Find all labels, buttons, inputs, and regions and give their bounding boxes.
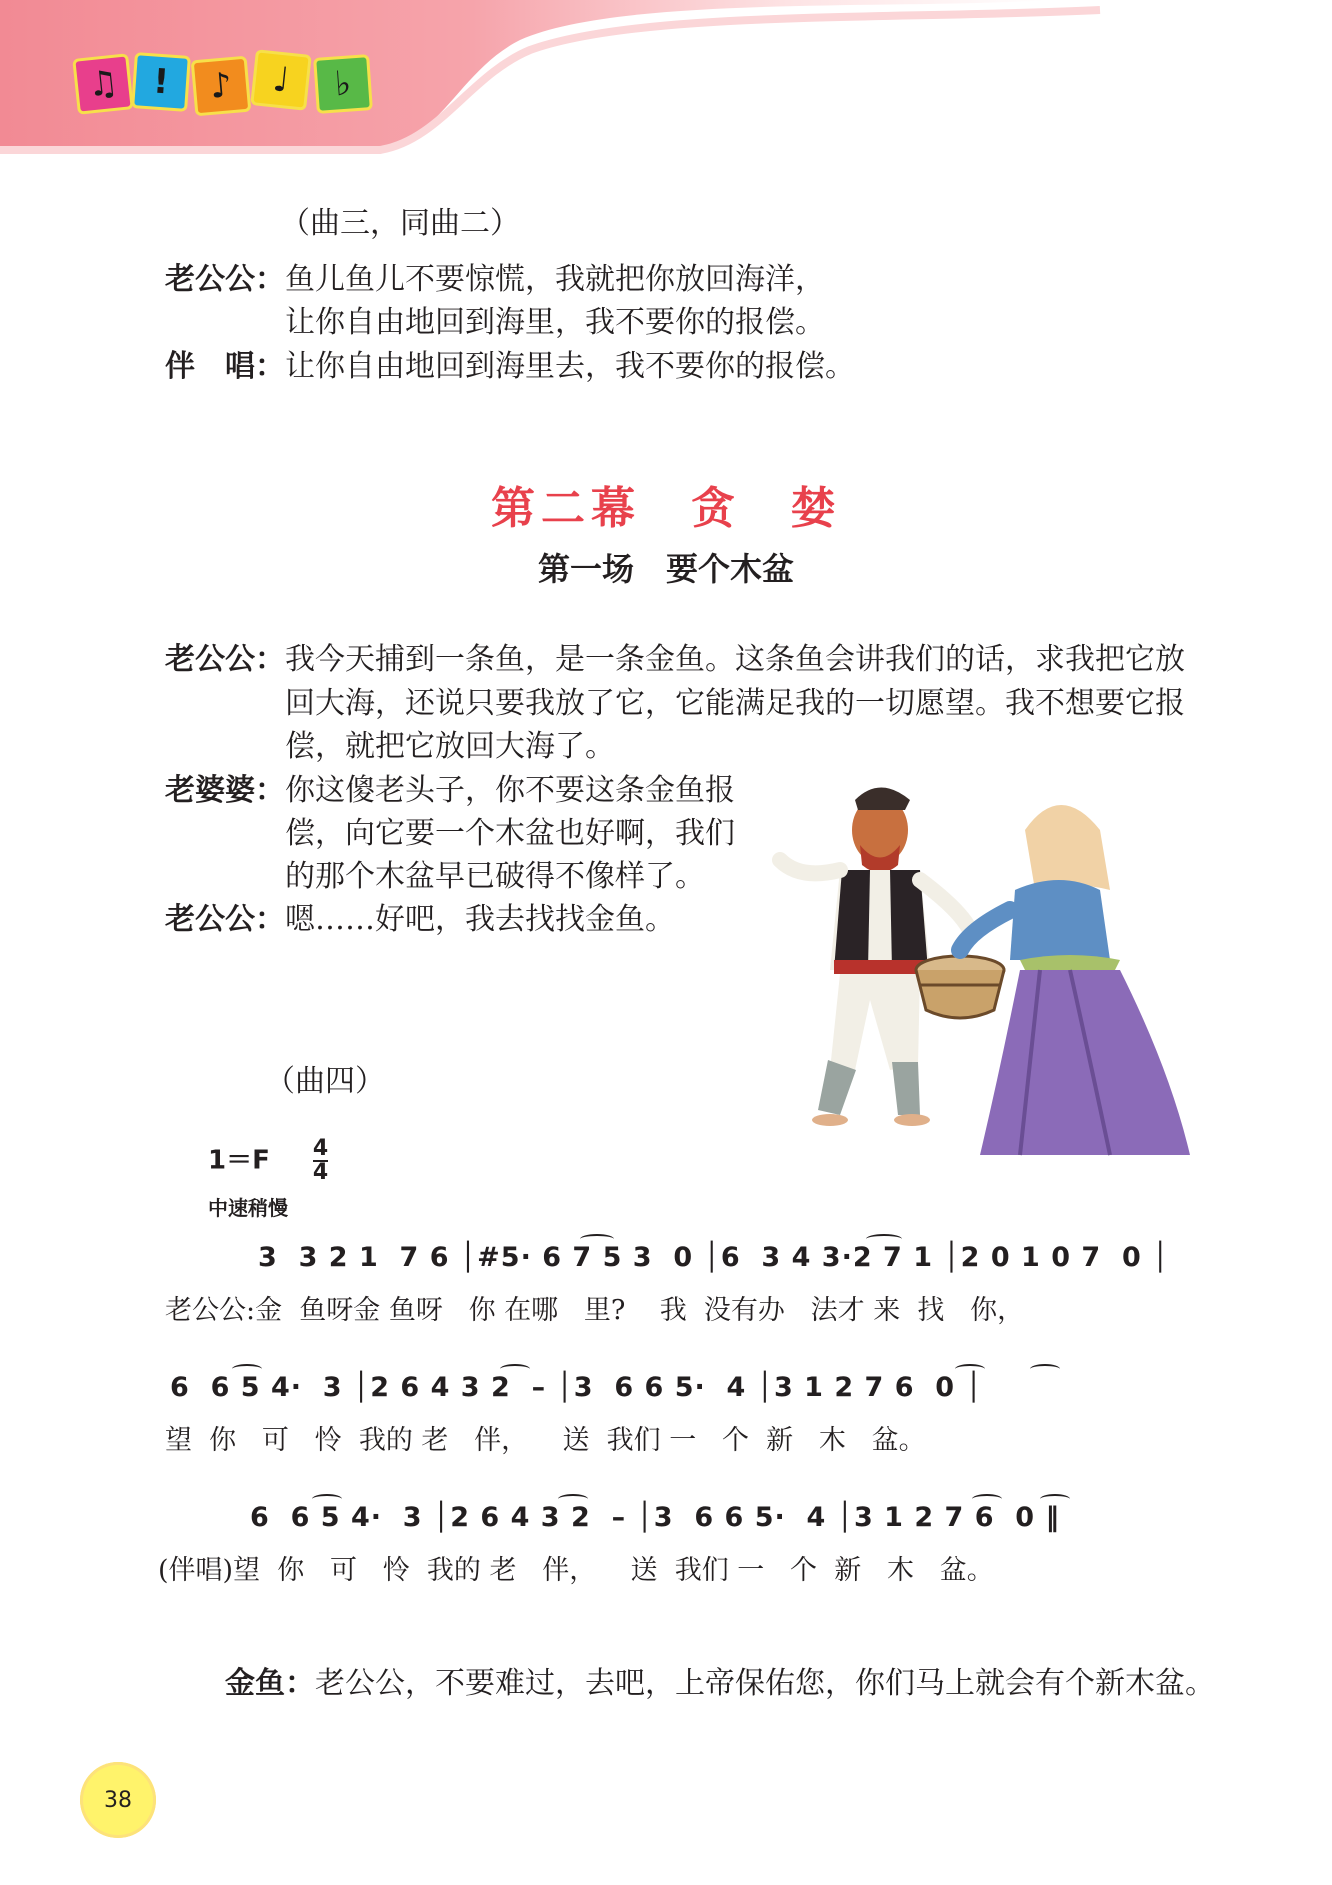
- speaker-label: 伴 唱：: [165, 349, 285, 384]
- line-text: 让你自由地回到海里，我不要你的报偿。: [285, 305, 825, 340]
- speaker-label: 老公公：: [165, 642, 285, 677]
- dialogue-line-7: [165, 898, 675, 942]
- intro-line-3: [165, 345, 855, 389]
- line-text: 老公公，不要难过，去吧，上帝保佑您，你们马上就会有个新木盆。: [315, 1666, 1215, 1701]
- song-label: （曲四）: [265, 1064, 385, 1099]
- dialogue-line-4: [165, 769, 735, 813]
- page-number: 38: [80, 1762, 156, 1838]
- slur-mark: [1040, 1494, 1070, 1504]
- intro-line-2: [285, 301, 825, 345]
- slur-mark: [232, 1364, 262, 1374]
- lyrics-row-1: 老公公:金 鱼呀金 鱼呀 你 在哪 里? 我 没有办 法才 来 找 你，: [165, 1295, 1025, 1326]
- speaker-label: 老婆婆：: [165, 773, 285, 808]
- music-note-icon: ♫: [72, 53, 134, 115]
- act-title: 第二幕 贪 婪: [491, 483, 841, 534]
- speaker-label: 金鱼：: [225, 1666, 315, 1701]
- quarter-note-icon: ♩: [250, 49, 312, 111]
- dialogue-line-1: [165, 638, 1185, 682]
- score-row-1: 3 3 2 1 7 6 │#5· 6 7 5 3 0 │6 3 4 3·2 7 1 │2 0 1 0 7 0 │: [258, 1242, 1170, 1273]
- time-numerator: 4: [312, 1136, 329, 1161]
- time-denominator: 4: [312, 1160, 329, 1185]
- line-text: 鱼儿鱼儿不要惊慌，我就把你放回海洋，: [285, 262, 825, 297]
- music-logo: [75, 52, 395, 116]
- key-text: 1＝F: [208, 1145, 270, 1176]
- slur-mark: [500, 1364, 530, 1374]
- dialogue-line-2: [285, 682, 1185, 726]
- song-reference: （曲三，同曲二）: [280, 206, 520, 241]
- dialogue-line-3: [285, 725, 615, 769]
- slur-mark: [972, 1494, 1002, 1504]
- slur-mark: [1030, 1364, 1060, 1374]
- line-text: 我今天捕到一条鱼，是一条金鱼。这条鱼会讲我们的话，求我把它放: [285, 642, 1185, 677]
- line-text: 让你自由地回到海里去，我不要你的报偿。: [285, 349, 855, 384]
- line-text: 你这傻老头子，你不要这条金鱼报: [285, 773, 735, 808]
- line-text: 偿，向它要一个木盆也好啊，我们: [285, 816, 735, 851]
- time-signature: [313, 1138, 328, 1184]
- line-text: 偿，就把它放回大海了。: [285, 729, 615, 764]
- slur-mark: [312, 1494, 342, 1504]
- wooden-tub-icon: [916, 956, 1004, 1018]
- speaker-label: 老公公：: [165, 262, 285, 297]
- closing-line: [225, 1662, 1215, 1706]
- lyrics-row-2: 望 你 可 怜 我的 老 伴， 送 我们 一 个 新 木 盆。: [165, 1425, 926, 1456]
- flat-icon: ♭: [313, 54, 373, 114]
- lyrics-row-3: (伴唱)望 你 可 怜 我的 老 伴， 送 我们 一 个 新 木 盆。: [158, 1555, 994, 1586]
- dialogue-line-6: [285, 855, 705, 899]
- score-row-3: 6 6 5 4· 3 │2 6 4 3 2 – │3 6 6 5· 4 │3 1 2 7 6 0 ‖: [250, 1502, 1060, 1533]
- slur-mark: [558, 1494, 588, 1504]
- key-signature: [208, 1138, 328, 1184]
- old-couple-illustration: [770, 770, 1210, 1160]
- exclamation-icon: !: [131, 52, 191, 112]
- line-text: 回大海，还说只要我放了它，它能满足我的一切愿望。我不想要它报: [285, 686, 1185, 721]
- score-row-2: 6 6 5 4· 3 │2 6 4 3 2 – │3 6 6 5· 4 │3 1 2 7 6 0 │: [170, 1372, 983, 1403]
- scene-title: 第一场 要个木盆: [537, 550, 794, 588]
- dialogue-line-5: [285, 812, 735, 856]
- line-text: 的那个木盆早已破得不像样了。: [285, 859, 705, 894]
- line-text: 嗯……好吧，我去找找金鱼。: [285, 902, 675, 937]
- intro-line-1: [165, 258, 825, 302]
- tempo-marking: 中速稍慢: [208, 1196, 288, 1220]
- slur-mark: [955, 1364, 985, 1374]
- slur-mark: [580, 1234, 614, 1244]
- slur-mark: [866, 1234, 902, 1244]
- eighth-note-icon: ♪: [191, 56, 252, 117]
- speaker-label: 老公公：: [165, 902, 285, 937]
